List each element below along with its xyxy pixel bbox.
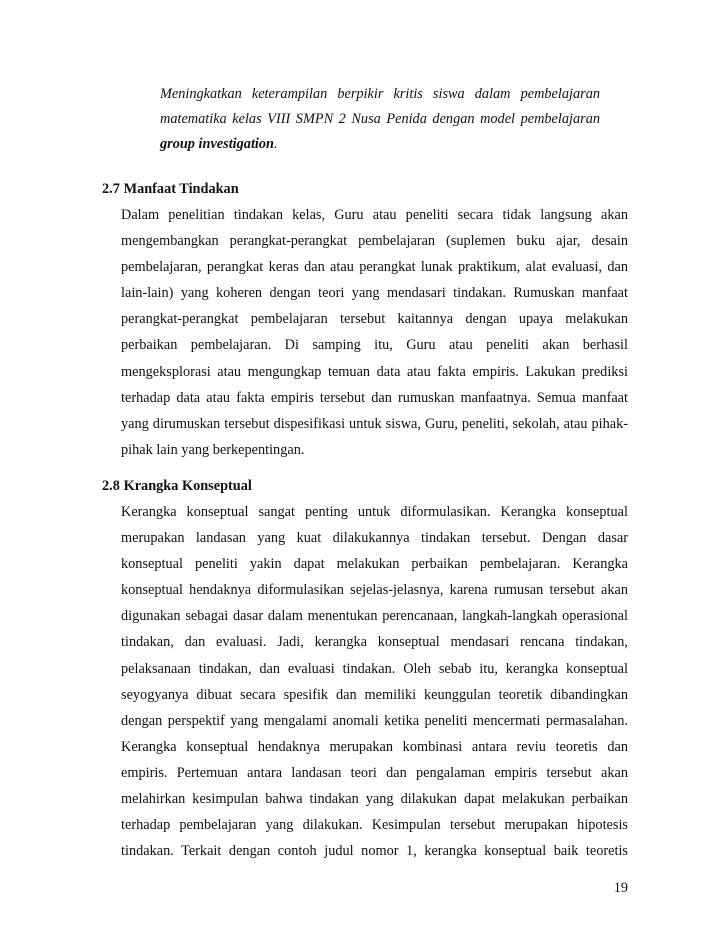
paragraph-line: pelaksanaan tindakan, dan evaluasi tindakan. Oleh sebab itu, kerangka konseptual: [121, 660, 628, 677]
paragraph-line: pihak lain yang berkepentingan.: [121, 441, 305, 458]
paragraph-line: mengembangkan perangkat-perangkat pembelajaran (suplemen buku ajar, desain: [121, 233, 628, 250]
paragraph-line: tindakan, dan evaluasi. Jadi, kerangka konseptual mendasari rencana tindakan,: [121, 634, 628, 651]
paragraph-line: lain-lain) yang koheren dengan teori yang mendasari tindakan. Rumuskan manfaat: [121, 285, 628, 302]
paragraph-line: Kerangka konseptual hendaknya merupakan kombinasi antara reviu teoretis dan: [121, 738, 628, 755]
section-title: Manfaat Tindakan: [123, 181, 239, 197]
paragraph-line: digunakan sebagai dasar dalam menentukan perencanaan, langkah-langkah operasional: [121, 608, 628, 625]
section-heading-2-8: [102, 476, 252, 496]
paragraph-line: melahirkan kesimpulan bahwa tindakan yang dilakukan dapat melakukan perbaikan: [121, 791, 628, 808]
paragraph-line: yang dirumuskan tersebut dispesifikasi untuk siswa, Guru, peneliti, sekolah, atau pihak-: [121, 415, 628, 432]
paragraph-line: perangkat-perangkat pembelajaran tersebut kaitannya dengan upaya melakukan: [121, 311, 628, 328]
paragraph-line: tindakan. Terkait dengan contoh judul nomor 1, kerangka konseptual baik teoretis: [121, 843, 628, 860]
quote-period: .: [274, 136, 278, 152]
quote-line: matematika kelas VIII SMPN 2 Nusa Penida dengan model pembelajaran: [160, 111, 600, 127]
page-number: 19: [613, 880, 628, 896]
paragraph-line: Dalam penelitian tindakan kelas, Guru atau peneliti secara tidak langsung akan: [121, 207, 628, 223]
paragraph-line: Kerangka konseptual sangat penting untuk diformulasikan. Kerangka konseptual: [121, 504, 628, 520]
paragraph-line: mengeksplorasi atau mengungkap temuan data atau fakta empiris. Lakukan prediksi: [121, 363, 628, 380]
section-heading-2-7: [102, 179, 239, 199]
paragraph-line: dengan perspektif yang mengalami anomali ketika peneliti mencermati permasalahan.: [121, 712, 628, 729]
paragraph-line: empiris. Pertemuan antara landasan teori dan pengalaman empiris tersebut akan: [121, 764, 628, 781]
section-number: 2.7: [102, 181, 120, 197]
paragraph-line: pembelajaran, perangkat keras dan atau perangkat lunak praktikum, alat evaluasi, dan: [121, 259, 628, 276]
section-2-8-paragraph: [121, 499, 628, 864]
section-2-7-paragraph: [121, 202, 628, 463]
paragraph-line: terhadap pembelajaran yang dilakukan. Kesimpulan tersebut merupakan hipotesis: [121, 817, 628, 834]
paragraph-line: konseptual hendaknya diformulasikan sejelas-jelasnya, karena rumusan tersebut akan: [121, 582, 628, 599]
paragraph-line: seyogyanya dibuat secara spesifik dan memiliki keunggulan teoretik dibandingkan: [121, 686, 628, 703]
quoted-title-block: [160, 82, 600, 157]
paragraph-line: konseptual peneliti yakin dapat melakukan perbaikan pembelajaran. Kerangka: [121, 556, 628, 573]
section-title: Krangka Konseptual: [123, 478, 252, 494]
paragraph-line: perbaikan pembelajaran. Di samping itu, Guru atau peneliti akan berhasil: [121, 337, 628, 354]
paragraph-line: terhadap data atau fakta empiris tersebut dan rumuskan manfaatnya. Semua manfaat: [121, 389, 628, 406]
quote-line: [160, 132, 600, 157]
paragraph-line: merupakan landasan yang kuat dilakukannya tindakan tersebut. Dengan dasar: [121, 530, 628, 547]
quote-line: Meningkatkan keterampilan berpikir kritis siswa dalam pembelajaran: [160, 86, 600, 102]
quote-bold-term: group investigation: [160, 136, 274, 152]
section-number: 2.8: [102, 478, 120, 494]
